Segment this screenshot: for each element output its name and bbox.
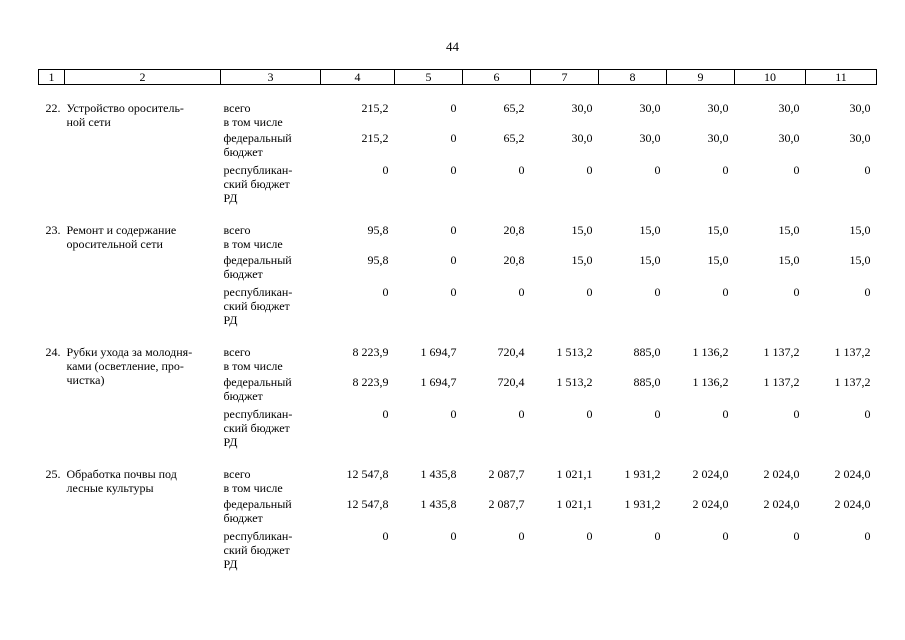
value-cell: 0 <box>654 163 661 177</box>
value-cell: 1 513,2 <box>556 375 593 389</box>
value-cell: 1 435,8 <box>420 467 457 481</box>
column-header-7: 7 <box>531 70 599 85</box>
value-cell: 1 021,1 <box>556 497 593 511</box>
column-header-2: 2 <box>65 70 221 85</box>
value-cell: 1 137,2 <box>763 345 800 359</box>
column-header-6: 6 <box>463 70 531 85</box>
value-cell: 0 <box>586 163 593 177</box>
value-cell: 720,4 <box>497 375 525 389</box>
value-cell: 2 087,7 <box>488 467 525 481</box>
item-name: Обработка почвы под лесные культуры <box>66 467 177 495</box>
value-cell: 15,0 <box>778 253 800 267</box>
value-cell: 0 <box>654 529 661 543</box>
value-cell: 0 <box>864 163 871 177</box>
value-cell: 1 931,2 <box>624 497 661 511</box>
value-cell: 20,8 <box>503 223 525 237</box>
value-cell: 0 <box>450 223 457 237</box>
item-number: 23. <box>45 223 61 237</box>
row-spacer <box>39 451 877 467</box>
value-cell: 0 <box>450 529 457 543</box>
column-header-9: 9 <box>667 70 735 85</box>
funding-source-label: республикан- ский бюджет РД <box>223 529 293 571</box>
row-spacer <box>39 207 877 223</box>
value-cell: 2 024,0 <box>763 467 800 481</box>
value-cell: 0 <box>722 285 729 299</box>
value-cell: 0 <box>450 131 457 145</box>
value-cell: 0 <box>518 407 525 421</box>
value-cell: 30,0 <box>639 131 661 145</box>
value-cell: 0 <box>654 407 661 421</box>
table-row <box>39 467 877 495</box>
column-header-5: 5 <box>395 70 463 85</box>
row-spacer-cell <box>39 207 877 223</box>
value-cell: 0 <box>793 529 800 543</box>
value-cell: 1 513,2 <box>556 345 593 359</box>
value-cell: 0 <box>518 529 525 543</box>
funding-source-label: всего в том числе <box>223 101 283 129</box>
funding-source-label: республикан- ский бюджет РД <box>223 407 293 449</box>
funding-source-label: всего в том числе <box>223 223 283 251</box>
value-cell: 0 <box>864 285 871 299</box>
value-cell: 720,4 <box>497 345 525 359</box>
funding-source-label: всего в том числе <box>223 467 283 495</box>
value-cell: 0 <box>793 285 800 299</box>
funding-source-label: республикан- ский бюджет РД <box>223 163 293 205</box>
item-name: Устройство ороситель- ной сети <box>66 101 184 129</box>
value-cell: 12 547,8 <box>346 497 389 511</box>
value-cell: 15,0 <box>571 223 593 237</box>
value-cell: 0 <box>722 407 729 421</box>
value-cell: 0 <box>722 163 729 177</box>
value-cell: 0 <box>450 163 457 177</box>
value-cell: 15,0 <box>849 223 871 237</box>
value-cell: 2 024,0 <box>692 467 729 481</box>
row-spacer <box>39 329 877 345</box>
table-body <box>39 85 877 574</box>
value-cell: 0 <box>450 101 457 115</box>
table-row <box>39 101 877 129</box>
value-cell: 0 <box>654 285 661 299</box>
value-cell: 0 <box>382 407 389 421</box>
value-cell: 12 547,8 <box>346 467 389 481</box>
value-cell: 0 <box>793 163 800 177</box>
page-number: 44 <box>446 39 459 54</box>
value-cell: 65,2 <box>503 131 525 145</box>
value-cell: 30,0 <box>849 101 871 115</box>
value-cell: 215,2 <box>361 131 389 145</box>
value-cell: 885,0 <box>633 375 661 389</box>
value-cell: 0 <box>518 285 525 299</box>
value-cell: 15,0 <box>571 253 593 267</box>
item-name: Ремонт и содержание оросительной сети <box>66 223 177 251</box>
value-cell: 0 <box>450 407 457 421</box>
value-cell: 65,2 <box>503 101 525 115</box>
value-cell: 15,0 <box>707 223 729 237</box>
funding-source-label: федеральный бюджет <box>223 131 292 159</box>
column-header-4: 4 <box>321 70 395 85</box>
row-spacer <box>39 85 877 102</box>
value-cell: 1 136,2 <box>692 345 729 359</box>
value-cell: 0 <box>793 407 800 421</box>
item-number: 24. <box>45 345 61 359</box>
funding-source-label: федеральный бюджет <box>223 375 292 403</box>
value-cell: 1 931,2 <box>624 467 661 481</box>
value-cell: 1 694,7 <box>420 375 457 389</box>
funding-source-label: федеральный бюджет <box>223 497 292 525</box>
table-row <box>39 223 877 251</box>
funding-source-label: республикан- ский бюджет РД <box>223 285 293 327</box>
value-cell: 0 <box>586 407 593 421</box>
column-header-3: 3 <box>221 70 321 85</box>
value-cell: 0 <box>450 285 457 299</box>
value-cell: 15,0 <box>639 253 661 267</box>
value-cell: 0 <box>586 529 593 543</box>
value-cell: 1 435,8 <box>420 497 457 511</box>
table-row <box>39 345 877 373</box>
funding-source-label: федеральный бюджет <box>223 253 292 281</box>
value-cell: 15,0 <box>849 253 871 267</box>
value-cell: 15,0 <box>707 253 729 267</box>
value-cell: 1 021,1 <box>556 467 593 481</box>
value-cell: 20,8 <box>503 253 525 267</box>
value-cell: 1 694,7 <box>420 345 457 359</box>
value-cell: 2 087,7 <box>488 497 525 511</box>
value-cell: 0 <box>864 407 871 421</box>
header-row <box>39 70 877 85</box>
value-cell: 30,0 <box>778 101 800 115</box>
value-cell: 15,0 <box>639 223 661 237</box>
column-header-11: 11 <box>806 70 877 85</box>
row-spacer-cell <box>39 451 877 467</box>
value-cell: 2 024,0 <box>763 497 800 511</box>
value-cell: 8 223,9 <box>352 345 389 359</box>
column-header-8: 8 <box>599 70 667 85</box>
row-spacer-cell <box>39 329 877 345</box>
value-cell: 30,0 <box>707 131 729 145</box>
value-cell: 30,0 <box>707 101 729 115</box>
value-cell: 8 223,9 <box>352 375 389 389</box>
value-cell: 2 024,0 <box>834 497 871 511</box>
value-cell: 2 024,0 <box>834 467 871 481</box>
value-cell: 0 <box>382 163 389 177</box>
value-cell: 215,2 <box>361 101 389 115</box>
value-cell: 2 024,0 <box>692 497 729 511</box>
value-cell: 30,0 <box>849 131 871 145</box>
value-cell: 1 137,2 <box>834 345 871 359</box>
item-number: 22. <box>45 101 61 115</box>
value-cell: 1 136,2 <box>692 375 729 389</box>
value-cell: 0 <box>722 529 729 543</box>
value-cell: 1 137,2 <box>834 375 871 389</box>
value-cell: 30,0 <box>571 101 593 115</box>
row-spacer-cell <box>39 85 877 102</box>
value-cell: 30,0 <box>571 131 593 145</box>
item-name: Рубки ухода за молодня- ками (осветление, про- чистка) <box>66 345 193 387</box>
value-cell: 95,8 <box>367 223 389 237</box>
column-header-10: 10 <box>735 70 806 85</box>
column-number-header <box>39 70 877 85</box>
value-cell: 0 <box>864 529 871 543</box>
funding-source-label: всего в том числе <box>223 345 283 373</box>
value-cell: 0 <box>382 529 389 543</box>
item-number: 25. <box>45 467 61 481</box>
value-cell: 15,0 <box>778 223 800 237</box>
value-cell: 0 <box>518 163 525 177</box>
value-cell: 30,0 <box>639 101 661 115</box>
value-cell: 0 <box>382 285 389 299</box>
value-cell: 95,8 <box>367 253 389 267</box>
value-cell: 0 <box>450 253 457 267</box>
column-header-1: 1 <box>39 70 65 85</box>
value-cell: 885,0 <box>633 345 661 359</box>
budget-table <box>38 69 877 573</box>
value-cell: 1 137,2 <box>763 375 800 389</box>
value-cell: 30,0 <box>778 131 800 145</box>
value-cell: 0 <box>586 285 593 299</box>
